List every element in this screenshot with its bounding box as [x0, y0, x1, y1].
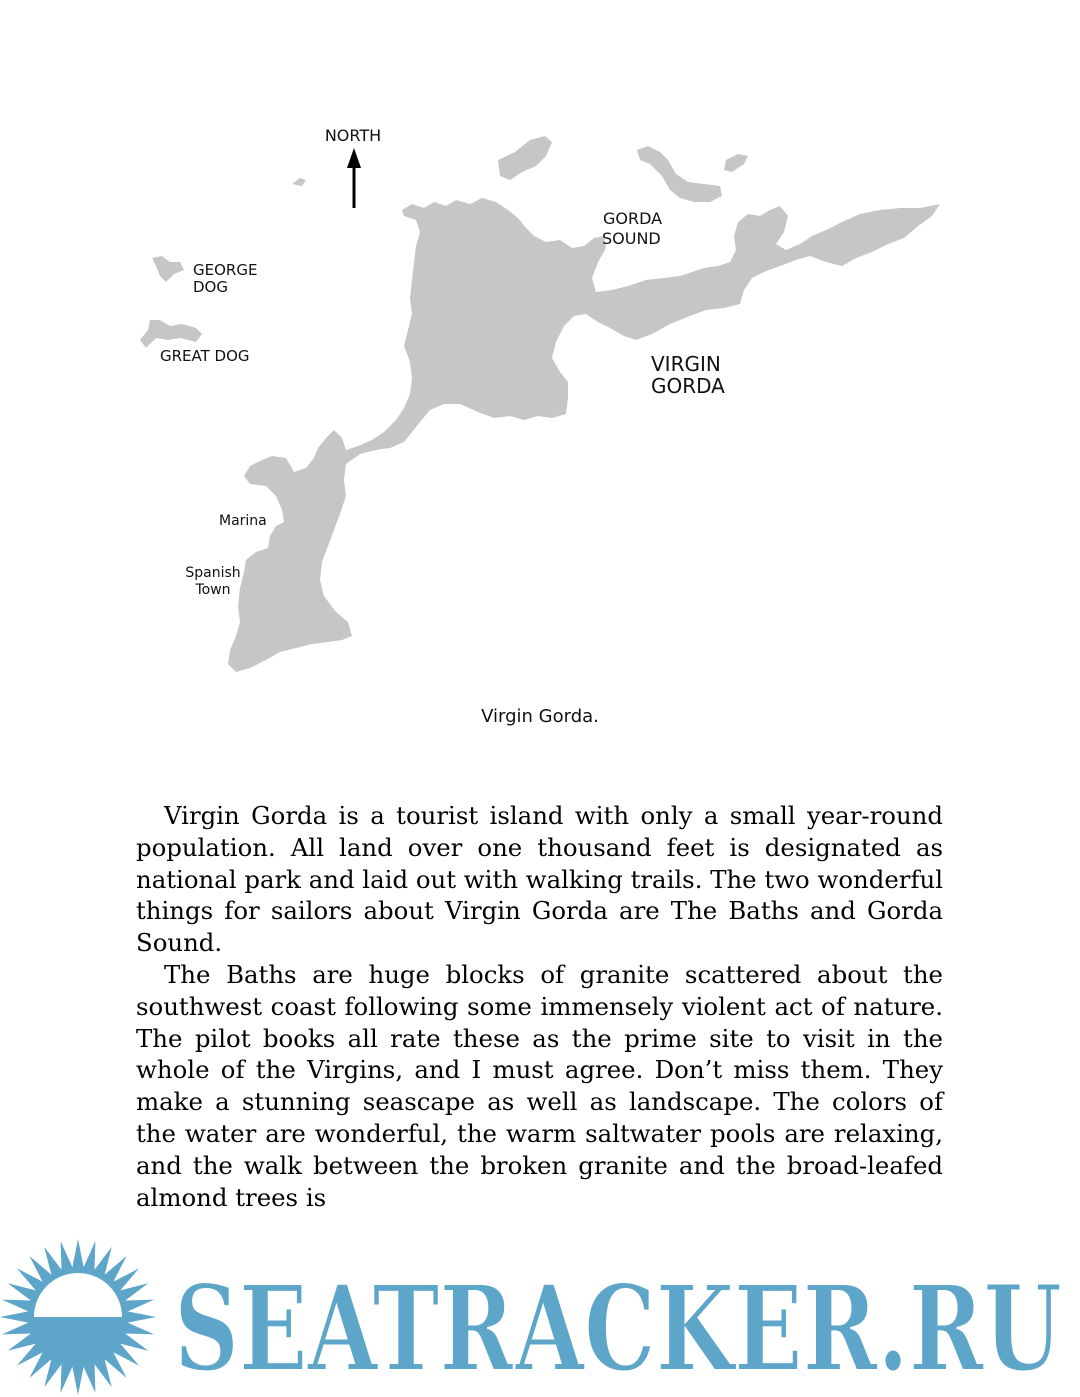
- virgin-gorda-label: GORDA: [651, 374, 725, 398]
- sun-logo-icon: [0, 1239, 156, 1395]
- spanish-town-label: Town: [195, 582, 231, 598]
- virgin-gorda-label: VIRGIN: [651, 352, 721, 376]
- george-dog-label: DOG: [193, 278, 228, 296]
- figure-caption: Virgin Gorda.: [481, 706, 599, 727]
- watermark-text: SEATRACKER.RU: [174, 1259, 1062, 1397]
- islet-northwest: [292, 178, 306, 186]
- virgin-gorda-island: [228, 198, 940, 672]
- land-masses: [140, 136, 940, 672]
- north-arrow-icon: [347, 148, 361, 208]
- gorda-sound-label: GORDA: [603, 209, 663, 228]
- islet-far-northeast: [724, 154, 748, 172]
- great-dog-island: [140, 320, 202, 348]
- great-dog-label: GREAT DOG: [160, 347, 250, 365]
- george-dog-island: [152, 256, 184, 282]
- north-label: NORTH: [324, 126, 382, 145]
- islet-north: [498, 136, 552, 180]
- gorda-sound-label: SOUND: [602, 229, 661, 248]
- paragraph: The Baths are huge blocks of granite scattered about the southwest coast following some immensely violent act of nature. The pilot books all rate these as the prime site to visit in the whole of the Virgins, and I must agree. Don’t miss them. They make a stunning seascape as well as landscape. The colors of the water are wonderful, the warm saltwater pools are relaxing, and the walk between the broken granite and the broad-leafed almond trees is: [136, 959, 943, 1212]
- marina-label: Marina: [219, 513, 267, 529]
- spanish-town-label: Spanish: [185, 565, 241, 581]
- body-text: [136, 800, 943, 1213]
- islet-northeast: [637, 146, 722, 202]
- paragraph: Virgin Gorda is a tourist island with only a small year-round population. All land over one thousand feet is designated as national park and laid out with walking trails. The two wonderful things for sailors about Virgin Gorda are The Baths and Gorda Sound.: [136, 801, 943, 958]
- george-dog-label: GEORGE: [193, 261, 258, 279]
- watermark: [0, 1235, 1080, 1397]
